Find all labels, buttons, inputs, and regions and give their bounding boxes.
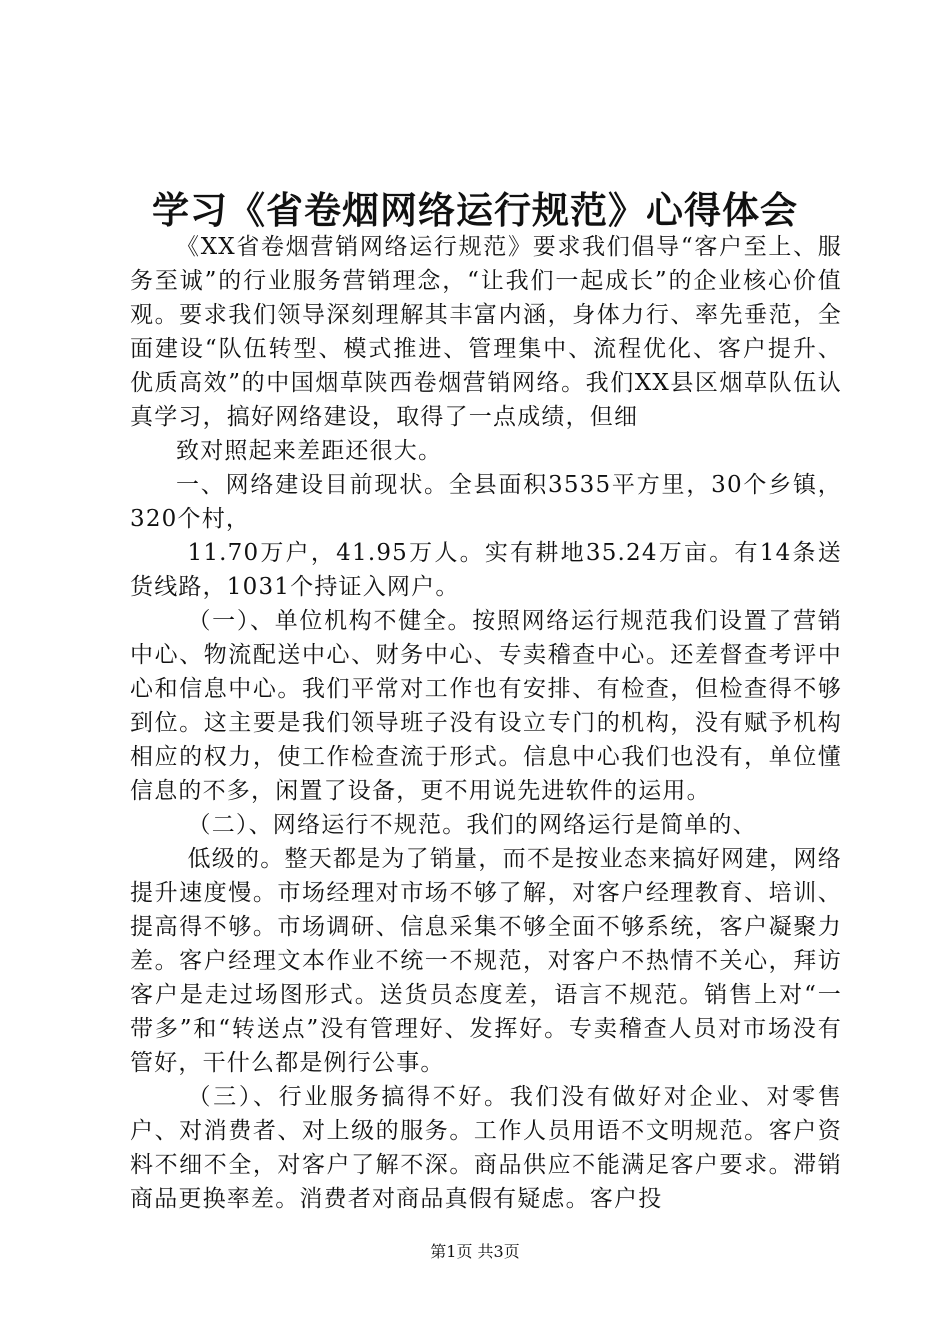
paragraph-intro: 《XX省卷烟营销网络运行规范》要求我们倡导“客户至上、服务至诚”的行业服务营销理念，“让我们一起成长”的企业核心价值观。要求我们领导深刻理解其丰富内涵，身体力行、率先垂范，全面建设“队伍转型、模式推进、管理集中、流程优化、客户提升、优质高效”的中国烟草陕西卷烟营销网络。我们XX县区烟草队伍认真学习，搞好网络建设，取得了一点成绩，但细 — [130, 234, 842, 430]
paragraph-subsection-two-body: 低级的。整天都是为了销量，而不是按业态来搞好网建，网络提升速度慢。市场经理对市场不够了解，对客户经理教育、培训、提高得不够。市场调研、信息采集不够全面不够系统，客户凝聚力差。客户经理文本作业不统一不规范，对客户不热情不关心，拜访客户是走过场图形式。送货员态度差，语言不规范。销售上对“一带多”和“转送点”没有管理好、发挥好。专卖稽查人员对市场没有管好，干什么都是例行公事。 — [130, 846, 842, 1076]
paragraph-section-one: 一、网络建设目前现状。全县面积3535平方里，30个乡镇，320个村， — [130, 472, 842, 532]
paragraph-statistics: 11.70万户，41.95万人。实有耕地35.24万亩。有14条送货线路，1031个持证入网户。 — [130, 540, 842, 600]
document-body — [130, 230, 842, 1216]
paragraph-subsection-two: （二）、网络运行不规范。我们的网络运行是简单的、 — [187, 812, 757, 838]
paragraph-subsection-three: （三）、行业服务搞得不好。我们没有做好对企业、对零售户、对消费者、对上级的服务。工作人员用语不文明规范。客户资料不细不全，对客户了解不深。商品供应不能满足客户要求。滞销商品更换率差。消费者对商品真假有疑虑。客户投 — [130, 1084, 842, 1212]
document-title: 学习《省卷烟网络运行规范》心得体会 — [152, 188, 798, 232]
paragraph-subsection-one: （一）、单位机构不健全。按照网络运行规范我们设置了营销中心、物流配送中心、财务中心、专卖稽查中心。还差督查考评中心和信息中心。我们平常对工作也有安排、有检查，但检查得不够到位。这主要是我们领导班子没有设立专门的机构，没有赋予机构相应的权力，使工作检查流于形式。信息中心我们也没有，单位懂信息的不多，闲置了设备，更不用说先进软件的运用。 — [130, 608, 842, 804]
paragraph-continuation: 致对照起来差距还很大。 — [176, 438, 443, 464]
page-number: 第1页 共3页 — [430, 1242, 520, 1261]
